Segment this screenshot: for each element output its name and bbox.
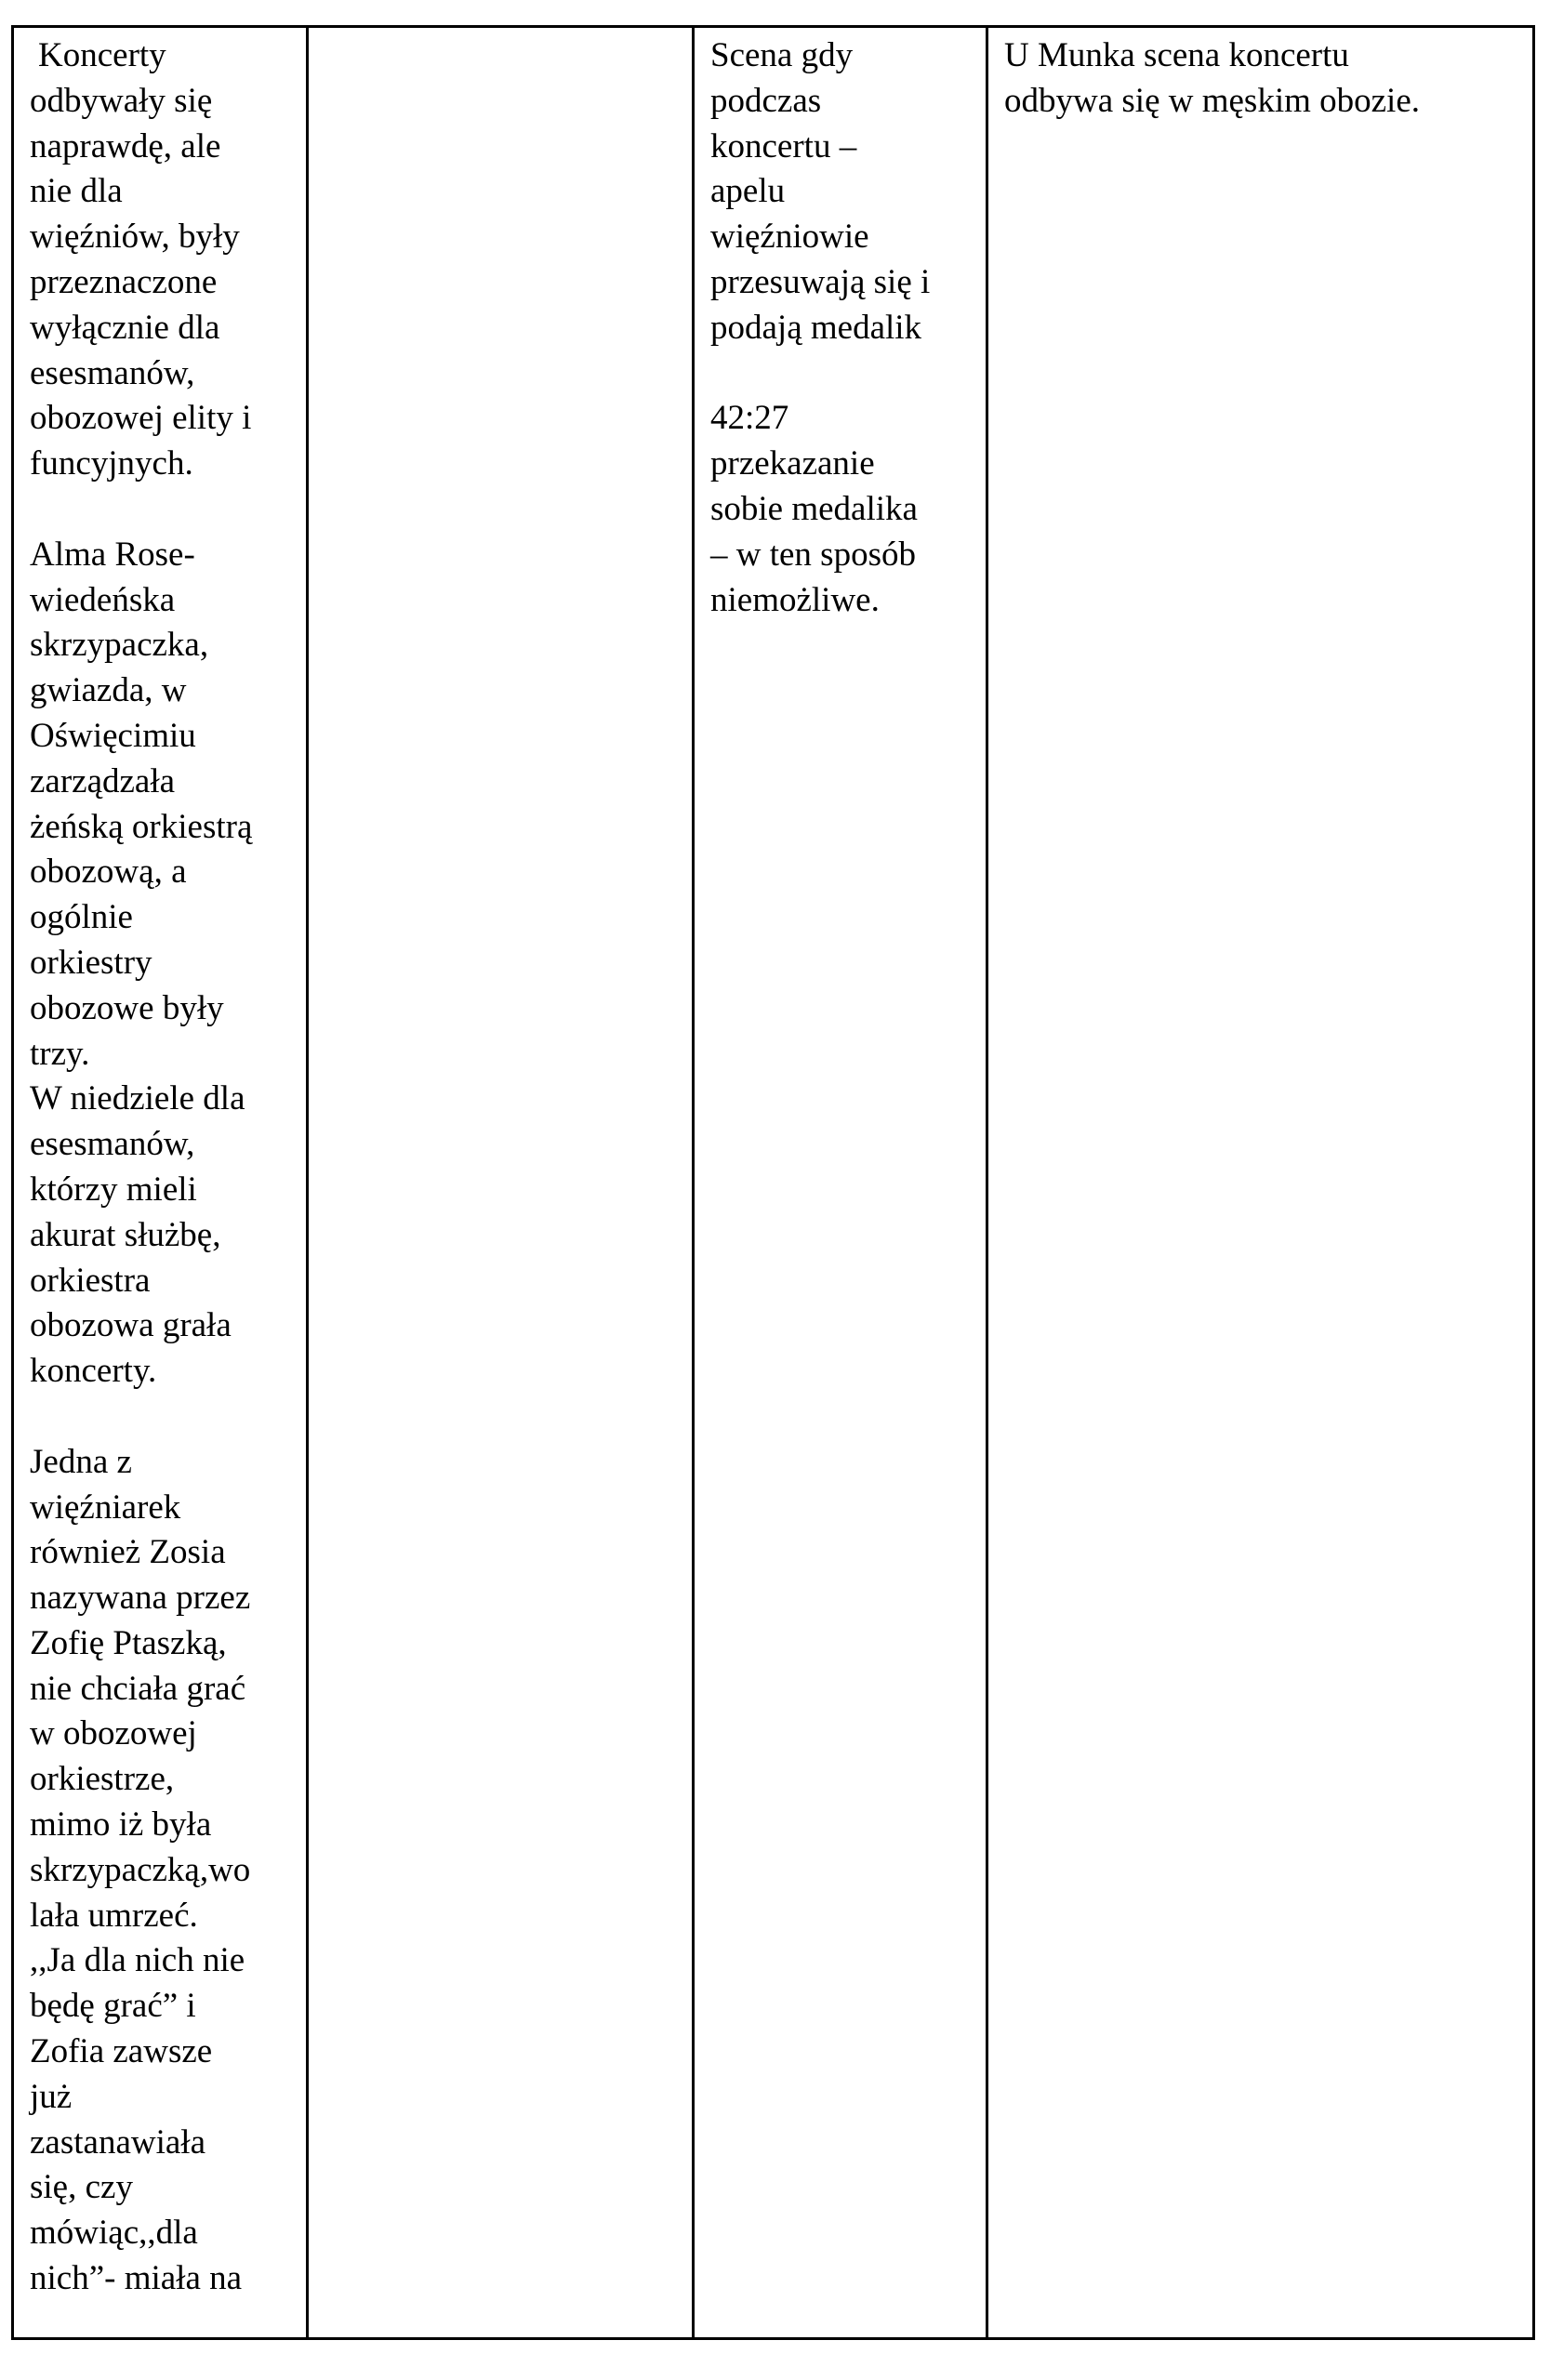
text-line: gwiazda, w: [30, 671, 187, 710]
paragraph-gap: [710, 351, 978, 397]
text-line: Zofia zawsze: [30, 2032, 213, 2071]
cell-film-scene: [694, 27, 987, 2339]
text-line: więźniowie: [710, 218, 869, 257]
text-line: Scena gdy: [710, 36, 854, 74]
text-line: orkiestry: [30, 943, 152, 982]
text-line: odbywały się: [30, 81, 213, 120]
text-line: akurat służbę,: [30, 1215, 221, 1254]
cell-text: [695, 28, 986, 623]
text-line: ogólnie: [30, 898, 133, 937]
text-line: orkiestrze,: [30, 1760, 175, 1799]
text-line: U Munka scena koncertu: [1004, 36, 1349, 74]
text-line: przeznaczone: [30, 262, 218, 301]
text-line: nie dla: [30, 172, 123, 211]
text-line: ,,Ja dla nich nie: [30, 1941, 245, 1980]
text-line: esesmanów,: [30, 1125, 195, 1164]
text-line: skrzypaczka,: [30, 626, 209, 665]
text-line: mimo iż była: [30, 1805, 212, 1844]
cell-munk-comparison: [987, 27, 1534, 2339]
text-line: przesuwają się i: [710, 262, 931, 301]
text-line: nazywana przez: [30, 1579, 251, 1618]
text-line: więźniarek: [30, 1488, 181, 1527]
text-line: się, czy: [30, 2168, 133, 2207]
text-line: W niedziele dla: [30, 1079, 245, 1118]
paragraph-gap: [30, 487, 298, 533]
text-line: obozową, a: [30, 853, 187, 892]
cell-historical-facts: [13, 27, 308, 2339]
table-row: [13, 27, 1534, 2339]
text-line: orkiestra: [30, 1261, 151, 1300]
text-line: podczas: [710, 81, 822, 120]
text-line: zastanawiała: [30, 2122, 205, 2162]
text-line: w obozowej: [30, 1714, 197, 1753]
text-line: sobie medalika: [710, 489, 918, 528]
text-line: naprawdę, ale: [30, 126, 221, 165]
text-line: nich”- miała na: [30, 2259, 243, 2298]
text-line: zarządzała: [30, 761, 176, 800]
text-line: lała umrzeć.: [30, 1896, 198, 1935]
cell-empty: [308, 27, 694, 2339]
cell-text: [14, 28, 306, 2302]
text-line: esesmanów,: [30, 353, 195, 392]
text-line: Koncerty: [38, 36, 166, 74]
text-line: Zofię Ptaszką,: [30, 1623, 227, 1662]
text-line: koncertu –: [710, 126, 857, 165]
text-line: mówiąc,,dla: [30, 2214, 198, 2253]
text-line: niemożliwe.: [710, 580, 880, 619]
text-line: Jedna z: [30, 1442, 132, 1481]
text-line: trzy.: [30, 1034, 90, 1073]
text-line: odbywa się w męskim obozie.: [1004, 81, 1420, 120]
paragraph-gap: [30, 1395, 298, 1440]
text-line: skrzypaczką,wo: [30, 1850, 251, 1889]
text-line: którzy mieli: [30, 1170, 197, 1209]
text-line: funcyjnych.: [30, 444, 193, 483]
cell-text: [988, 28, 1532, 125]
text-line: wiedeńska: [30, 580, 176, 619]
text-line: żeńską orkiestrą: [30, 807, 253, 846]
text-line: będę grać” i: [30, 1987, 196, 2026]
text-line: obozowa grała: [30, 1306, 232, 1345]
text-line: podają medalik: [710, 308, 922, 347]
text-line: nie chciała grać: [30, 1669, 246, 1708]
text-line: apelu: [710, 172, 786, 211]
text-line: 42:27: [710, 399, 789, 438]
text-line: Oświęcimiu: [30, 716, 196, 755]
text-line: wyłącznie dla: [30, 308, 220, 347]
text-line: obozowe były: [30, 988, 224, 1027]
text-line: koncerty.: [30, 1352, 157, 1391]
text-line: obozowej elity i: [30, 399, 252, 438]
document-table: [11, 25, 1535, 2340]
text-line: przekazanie: [710, 444, 875, 483]
text-line: – w ten sposób: [710, 535, 916, 574]
text-line: więźniów, były: [30, 218, 240, 257]
text-line: już: [30, 2077, 73, 2116]
text-line: również Zosia: [30, 1533, 226, 1572]
text-line: Alma Rose-: [30, 535, 195, 574]
